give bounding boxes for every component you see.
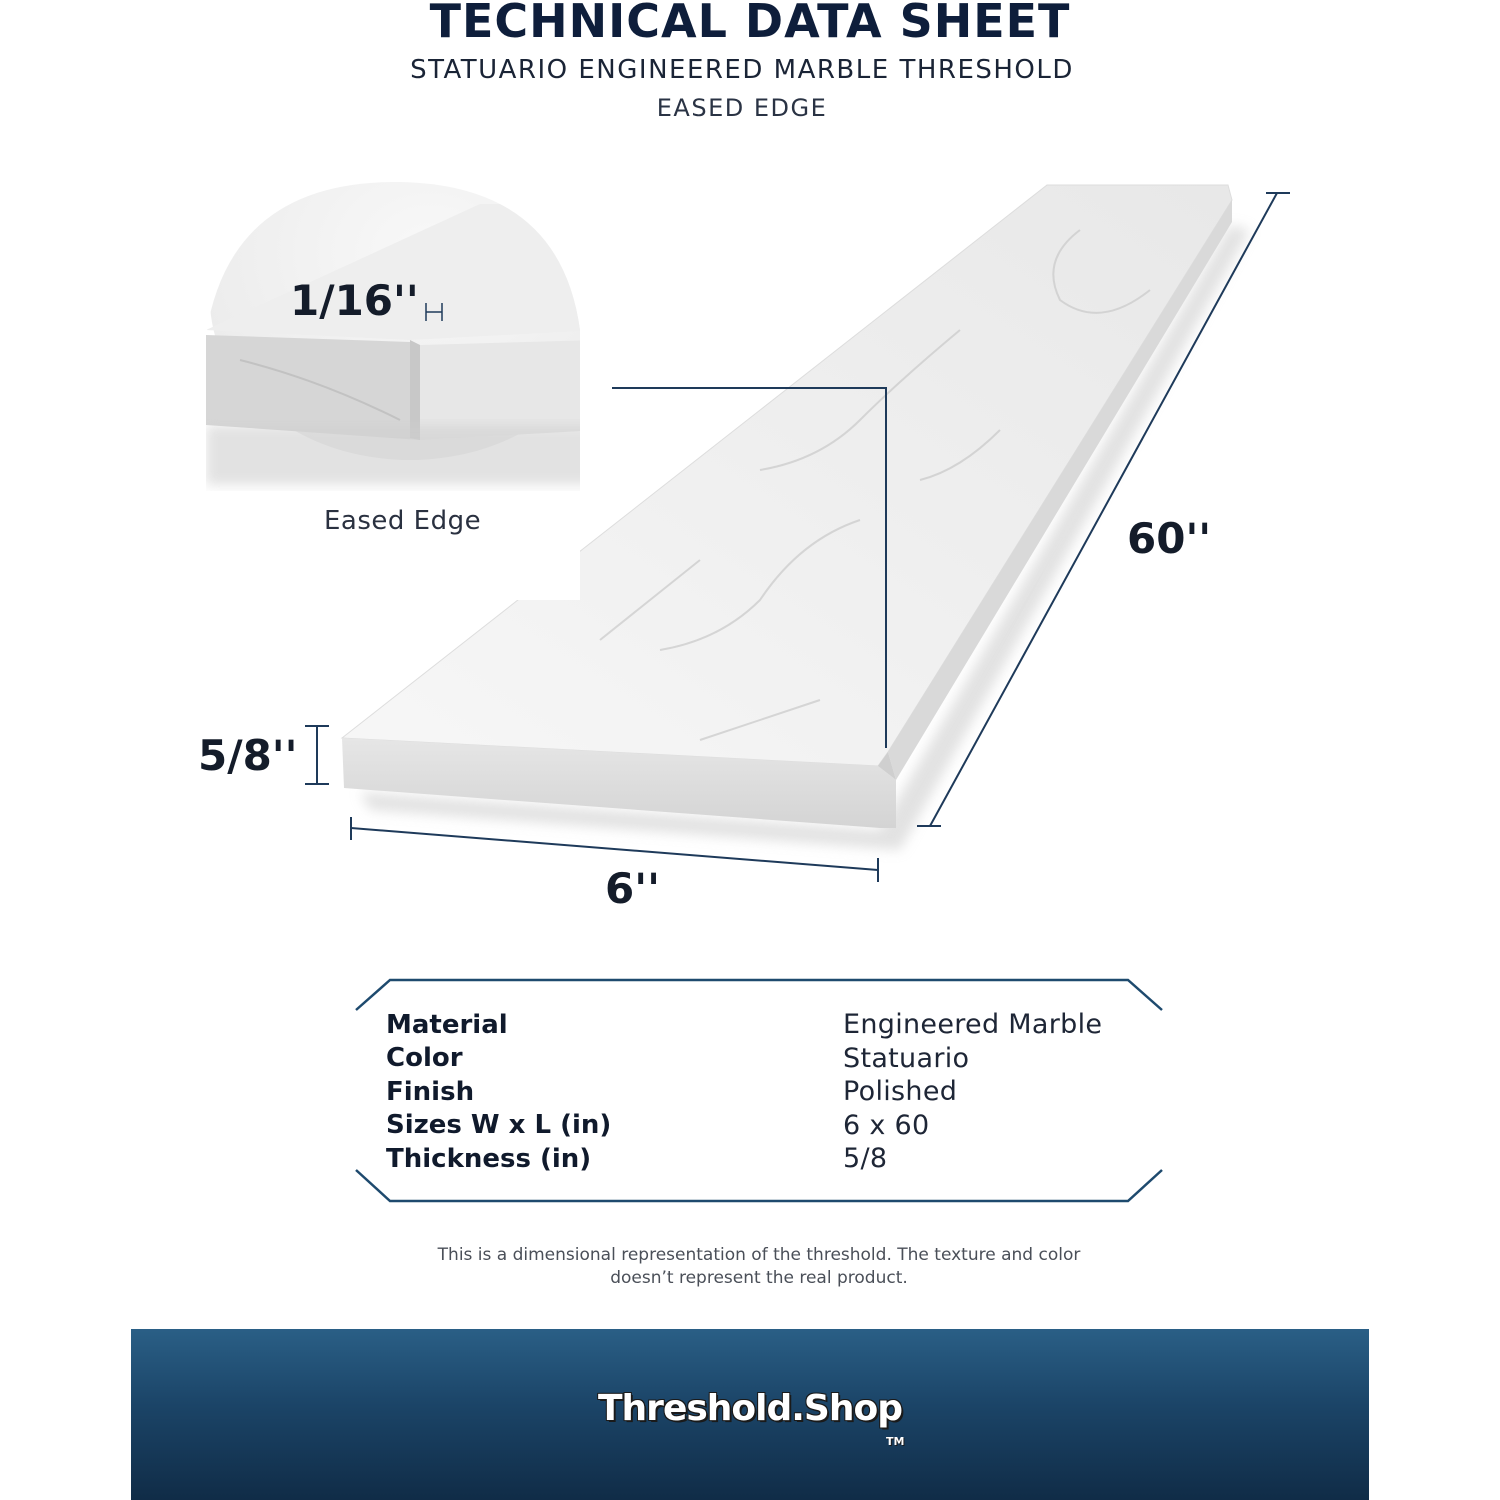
brand-logo: Threshold.Shop — [598, 1388, 902, 1429]
disclaimer-line-2: doesn’t represent the real product. — [610, 1268, 908, 1288]
spec-label: Thickness (in) — [386, 1143, 592, 1174]
spec-row — [386, 1042, 1166, 1076]
spec-value: Engineered Marble — [843, 1009, 1103, 1041]
spec-row — [386, 1109, 1166, 1143]
spec-value: 5/8 — [843, 1143, 888, 1175]
spec-table — [386, 1008, 1166, 1176]
spec-row — [386, 1075, 1166, 1109]
spec-label: Material — [386, 1009, 508, 1040]
trademark-mark: TM — [886, 1435, 905, 1448]
edge-dimension-label: 1/16'' — [290, 276, 419, 325]
spec-row — [386, 1008, 1166, 1042]
page-title: TECHNICAL DATA SHEET — [429, 0, 1071, 48]
thickness-dim-marker — [305, 726, 329, 784]
spec-label: Sizes W x L (in) — [386, 1110, 612, 1141]
product-subtitle: STATUARIO ENGINEERED MARBLE THRESHOLD — [410, 55, 1074, 85]
disclaimer — [0, 1244, 1500, 1290]
eased-edge-caption: Eased Edge — [324, 506, 482, 536]
spec-value: 6 x 60 — [843, 1109, 930, 1141]
thickness-label: 5/8'' — [198, 731, 298, 780]
spec-value: Polished — [843, 1076, 958, 1108]
spec-value: Statuario — [843, 1042, 970, 1074]
edge-type-subtitle: EASED EDGE — [656, 94, 828, 122]
spec-label: Color — [386, 1043, 463, 1074]
spec-row — [386, 1142, 1166, 1176]
length-label: 60'' — [1127, 514, 1212, 563]
spec-label: Finish — [386, 1076, 475, 1107]
disclaimer-line-1: This is a dimensional representation of the threshold. The texture and color — [437, 1245, 1081, 1265]
width-label: 6'' — [605, 864, 660, 913]
